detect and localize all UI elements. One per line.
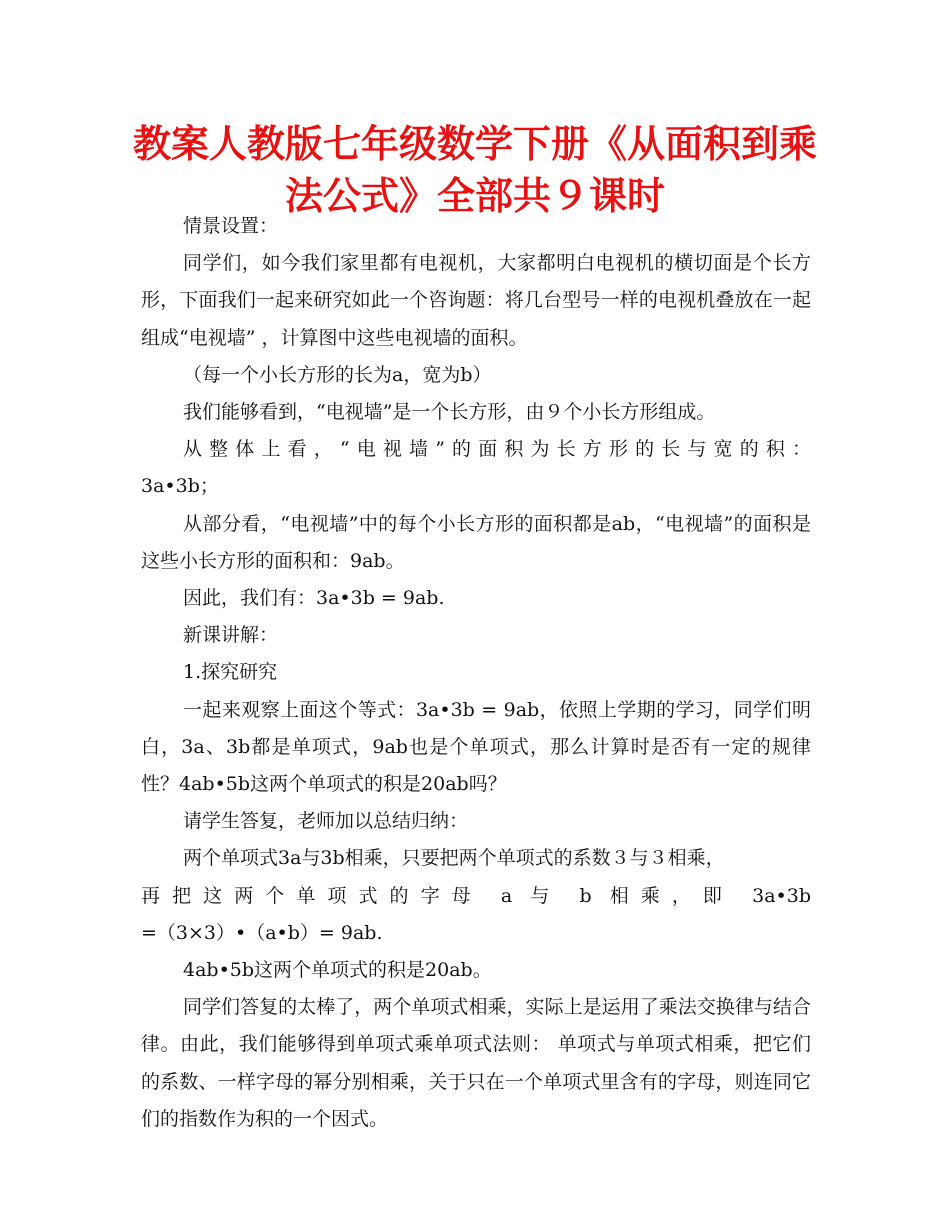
paragraph-monomial-step-3: =（3×3）•（a•b）= 9ab. bbox=[141, 921, 383, 944]
paragraph-new-lesson-heading: 新课讲解： bbox=[183, 624, 279, 647]
paragraph-whole-view-formula: 3a•3b； bbox=[141, 475, 219, 498]
paragraph-product-result: 4ab•5b这两个单项式的积是20ab。 bbox=[183, 959, 492, 982]
document-body bbox=[141, 208, 811, 1138]
paragraph-monomial-step-1: 两个单项式3a与3b相乘，只要把两个单项式的系数３与３相乘， bbox=[183, 847, 725, 870]
paragraph-exploration: 一起来观察上面这个等式：3a•3b = 9ab，依照上学期的学习，同学们明白，3a、3b都是单项式，9ab也是个单项式，那么计算时是否有一定的规律性？4ab•5b这两个单项式的积是20ab吗？ bbox=[141, 698, 811, 796]
paragraph-scenario-heading: 情景设置： bbox=[183, 215, 279, 237]
paragraph-section-heading: 1.探究研究 bbox=[183, 661, 278, 684]
document-title: 教案人教版七年级数学下册《从面积到乘法公式》全部共９课时 bbox=[132, 122, 817, 218]
paragraph-whole-view: 从整体上看，“电视墙”的面积为长方形的长与宽的积： bbox=[183, 438, 811, 461]
paragraph-observation: 我们能够看到，“电视墙”是一个长方形，由９个小长方形组成。 bbox=[183, 401, 716, 424]
paragraph-teacher-summary: 请学生答复，老师加以总结归纳： bbox=[183, 810, 469, 833]
paragraph-dimensions: （每一个小长方形的长为a，宽为b） bbox=[183, 363, 492, 386]
paragraph-rule: 同学们答复的太棒了，两个单项式相乘，实际上是运用了乘法交换律与结合律。由此，我们能够得到单项式乘单项式法则： 单项式与单项式相乘，把它们的系数、一样字母的幂分别相乘，关于只在一个单项式里含有的字母，则连同它们的指数作为积的一个因式。 bbox=[141, 996, 811, 1130]
paragraph-part-view: 从部分看，“电视墙”中的每个小长方形的面积都是ab，“电视墙”的面积是这些小长方形的面积和：9ab。 bbox=[141, 512, 811, 572]
paragraph-monomial-step-2: 再把这两个单项式的字母 a 与 b 相乘，即 3a•3b bbox=[141, 884, 811, 907]
paragraph-equation: 因此，我们有：3a•3b = 9ab. bbox=[183, 587, 445, 610]
paragraph-intro: 同学们，如今我们家里都有电视机，大家都明白电视机的横切面是个长方形，下面我们一起来研究如此一个咨询题：将几台型号一样的电视机叠放在一起组成“电视墙” ，计算图中这些电视墙的面积。 bbox=[141, 252, 811, 349]
